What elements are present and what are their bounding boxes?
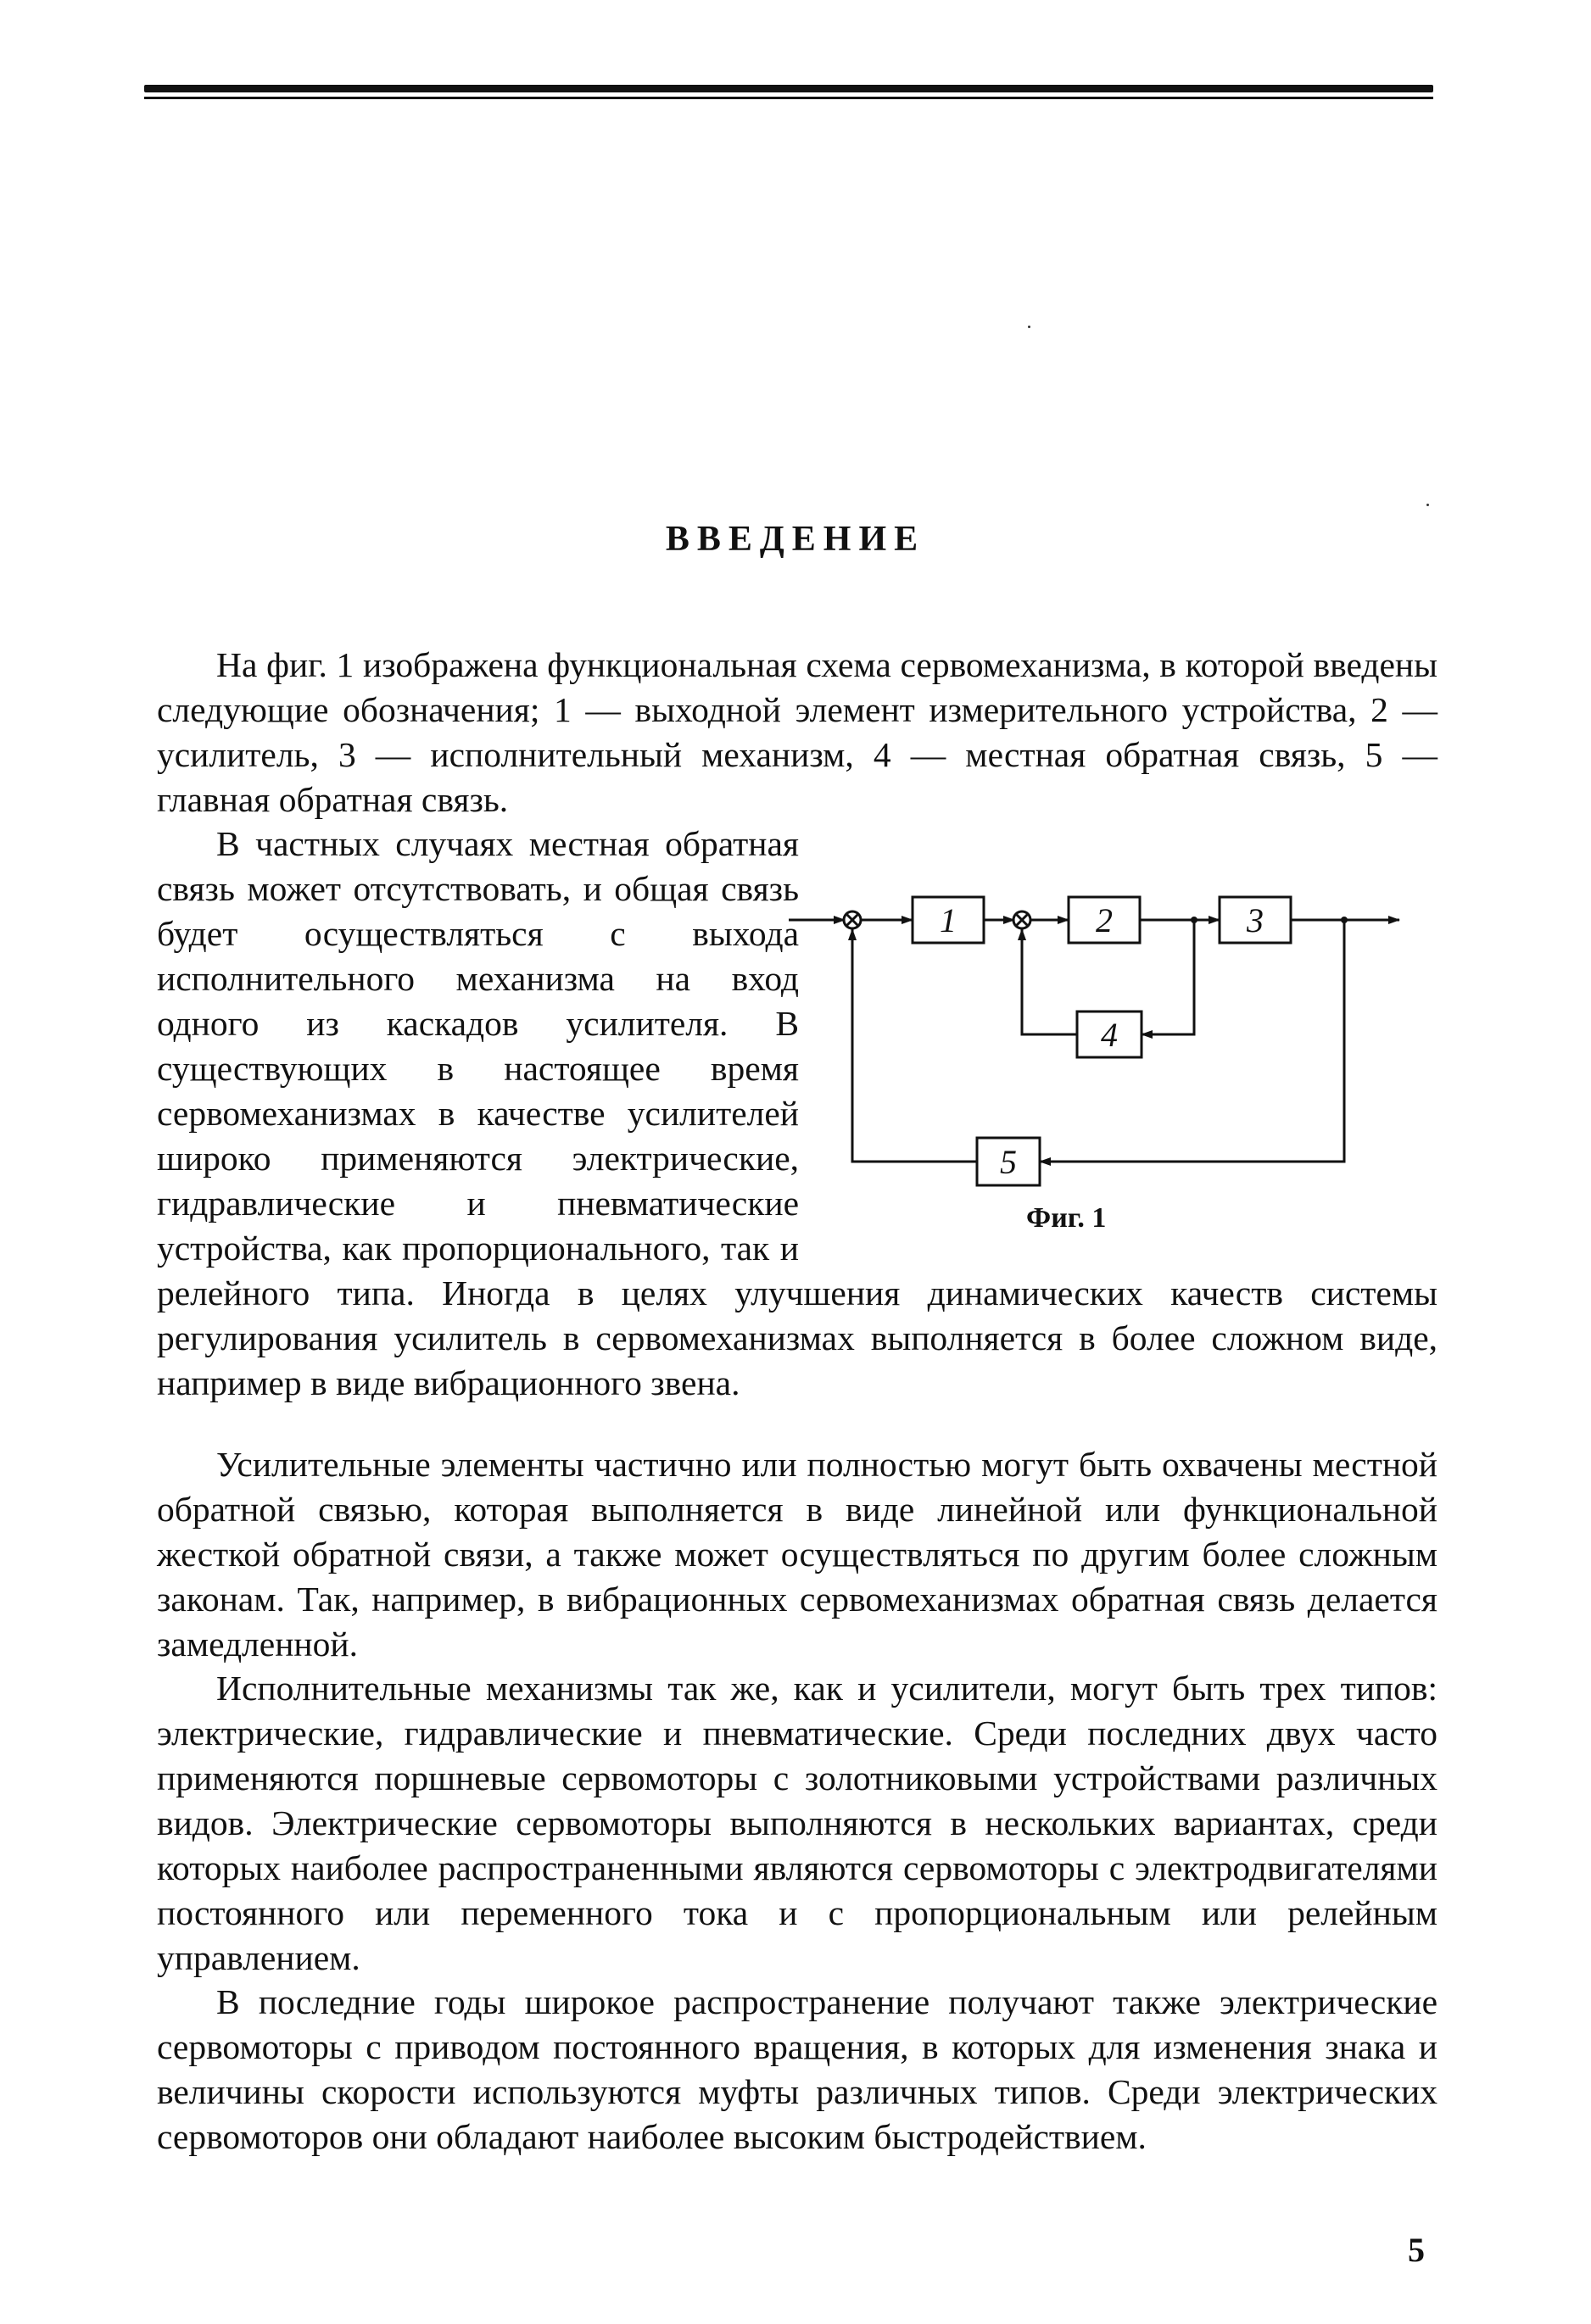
print-speck <box>1426 504 1429 506</box>
page-number: 5 <box>1408 2231 1425 2269</box>
block-3-label: 3 <box>1247 901 1264 939</box>
local-feedback-to-block4 <box>1142 920 1194 1034</box>
header-rule <box>144 85 1433 92</box>
block-2-label: 2 <box>1096 901 1113 939</box>
block-5-label: 5 <box>1000 1143 1017 1181</box>
page-title: ВВЕДЕНИЕ <box>665 520 926 559</box>
branch-point-local <box>1191 917 1197 923</box>
paragraph-3: Усилительные элементы частично или полностью могут быть охвачены местной обратной связью, которая выполняется в виде линейной или функциональной жесткой обратной связи, а также может осуществляться по другим более сложным законам. Так, например, в вибрационных сервомеханизмах обратная связь делается замедленной. <box>157 1445 1437 1664</box>
block-4-label: 4 <box>1101 1016 1118 1054</box>
paragraph-4: Исполнительные механизмы так же, как и усилители, могут быть трех типов: электрические, гидравлические и пневматические. Среди последних двух часто применяются поршневые сервомоторы с золотниковыми устройствами различных видов. Электрические сервомоторы выполняются в нескольких вариантах, среди которых наиболее распространенными являются сервомоторы с электродвигателями постоянного или переменного тока и с пропорциональным или релейным управлением. <box>157 1669 1437 1977</box>
main-feedback-to-sum1 <box>852 929 977 1162</box>
print-speck <box>1028 326 1030 328</box>
local-feedback-to-sum2 <box>1022 929 1077 1034</box>
figure-caption: Фиг. 1 <box>1026 1202 1107 1234</box>
header-rule-thin <box>144 97 1433 99</box>
figure-block-diagram <box>789 873 1416 1246</box>
paragraph-5: В последние годы широкое распространение получают также электрические сервомоторы с приводом постоянного вращения, в которых для изменения знака и величины скорости используются муфты различных типов. Среди электрических сервомоторов они обладают наиболее высоким быстродействием. <box>157 1982 1437 2156</box>
branch-point-main <box>1341 917 1348 923</box>
paragraph-2: В частных случаях местная обратная связь может отсутствовать, и общая связь будет осуществляться с выхода исполнительного механизма на вход одного из каскадов усилителя. В существующих в настоящее время сервомеханизмах в качестве усилителей широко применяются электрические, гидравлические и пневматические устройства, как пропорционального, так и релейного типа. Иногда в целях улучшения динамических качеств системы регулирования усилитель в сервомеханизмах выполняется в более сложном виде, например в виде вибрационного звена. <box>157 824 1437 1402</box>
paragraph-intro: На фиг. 1 изображена функциональная схема сервомеханизма, в которой введены следующие обозначения; 1 — выходной элемент измерительного устройства, 2 — усилитель, 3 — исполнительный механизм, 4 — местная обратная связь, 5 — главная обратная связь. <box>157 645 1437 819</box>
block-1-label: 1 <box>940 901 957 939</box>
